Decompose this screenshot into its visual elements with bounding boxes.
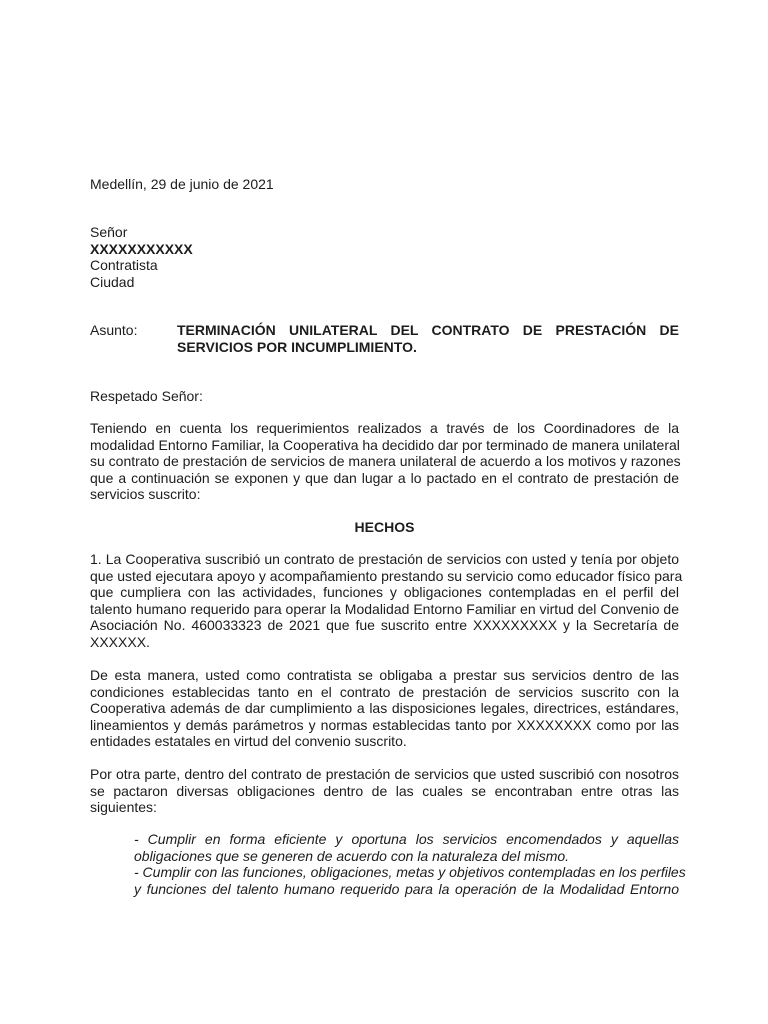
list-item-line: obligaciones que se generen de acuerdo con la naturaleza del mismo.: [134, 847, 570, 864]
paragraph-line: que usted ejecutara apoyo y acompañamiento prestando su servicio como educador físico para: [90, 567, 683, 584]
obligations-intro-paragraph: [90, 766, 679, 816]
subject-label: Asunto:: [90, 322, 138, 338]
paragraph-line: su contrato de prestación de servicios de manera unilateral de acuerdo a los motivos y razones: [90, 453, 681, 469]
obligations-list: [134, 831, 686, 897]
paragraph-line: Por otra parte, dentro del contrato de prestación de servicios que usted suscribió con nosotros: [90, 766, 679, 782]
recipient-block: [90, 224, 193, 290]
section-heading: HECHOS: [354, 519, 415, 535]
contractor-obligation-paragraph: [90, 667, 679, 750]
recipient-city: Ciudad: [90, 273, 135, 290]
subject-line: SERVICIOS POR INCUMPLIMIENTO.: [177, 338, 417, 355]
paragraph-line: Teniendo en cuenta los requerimientos realizados a través de los Coordinadores de la: [90, 420, 679, 436]
paragraph-line: condiciones establecidas tanto en el contrato de prestación de servicios suscrito con la: [90, 683, 679, 700]
greeting: Respetado Señor:: [90, 388, 203, 404]
list-item-line: - Cumplir en forma eficiente y oportuna los servicios encomendados y aquellas: [134, 831, 679, 847]
paragraph-line: servicios suscrito:: [90, 486, 201, 502]
paragraph-line: lineamientos y demás parámetros y normas establecidas tanto por XXXXXXXX como por las: [90, 716, 679, 733]
letter-date: Medellín, 29 de junio de 2021: [90, 176, 274, 192]
recipient-name: XXXXXXXXXXX: [90, 240, 193, 257]
paragraph-line: entidades estatales en virtud del convenio suscrito.: [90, 733, 407, 749]
paragraph-line: se pactaron diversas obligaciones dentro de las cuales se encontraban entre otras las: [90, 782, 679, 799]
list-item-line: - Cumplir con las funciones, obligaciones, metas y objetivos contempladas en los perfiles: [134, 864, 686, 880]
paragraph-line: 1. La Cooperativa suscribió un contrato de prestación de servicios con usted y tenía por objeto: [90, 551, 679, 567]
recipient-role: Contratista: [90, 257, 158, 273]
subject-block: [90, 322, 679, 355]
paragraph-line: De esta manera, usted como contratista se obligaba a prestar sus servicios dentro de las: [90, 667, 679, 683]
paragraph-line: siguientes:: [90, 799, 157, 815]
paragraph-line: talento humano requerido para operar la Modalidad Entorno Familiar en virtud del Convenio de: [90, 600, 679, 617]
subject-line: TERMINACIÓN UNILATERAL DEL CONTRATO DE PRESTACIÓN DE: [177, 322, 679, 338]
paragraph-line: XXXXXX.: [90, 633, 150, 650]
recipient-title: Señor: [90, 224, 128, 240]
paragraph-line: Asociación No. 460033323 de 2021 que fue suscrito entre XXXXXXXXX y la Secretaría de: [90, 617, 679, 633]
intro-paragraph: [90, 420, 679, 503]
paragraph-line: que a continuación se exponen y que dan lugar a lo pactado en el contrato de prestación de: [90, 469, 679, 486]
paragraph-line: que cumpliera con las actividades, funciones y obligaciones contempladas en el perfil del: [90, 584, 679, 600]
paragraph-line: modalidad Entorno Familiar, la Cooperativa ha decidido dar por terminado de manera unilateral: [90, 436, 680, 453]
list-item-line: y funciones del talento humano requerido para la operación de la Modalidad Entorno: [134, 880, 679, 897]
paragraph-line: Cooperativa además de dar cumplimiento a las disposiciones legales, directrices, estándares,: [90, 700, 679, 716]
fact-1-paragraph: [90, 551, 683, 650]
subject-text: [177, 322, 679, 355]
